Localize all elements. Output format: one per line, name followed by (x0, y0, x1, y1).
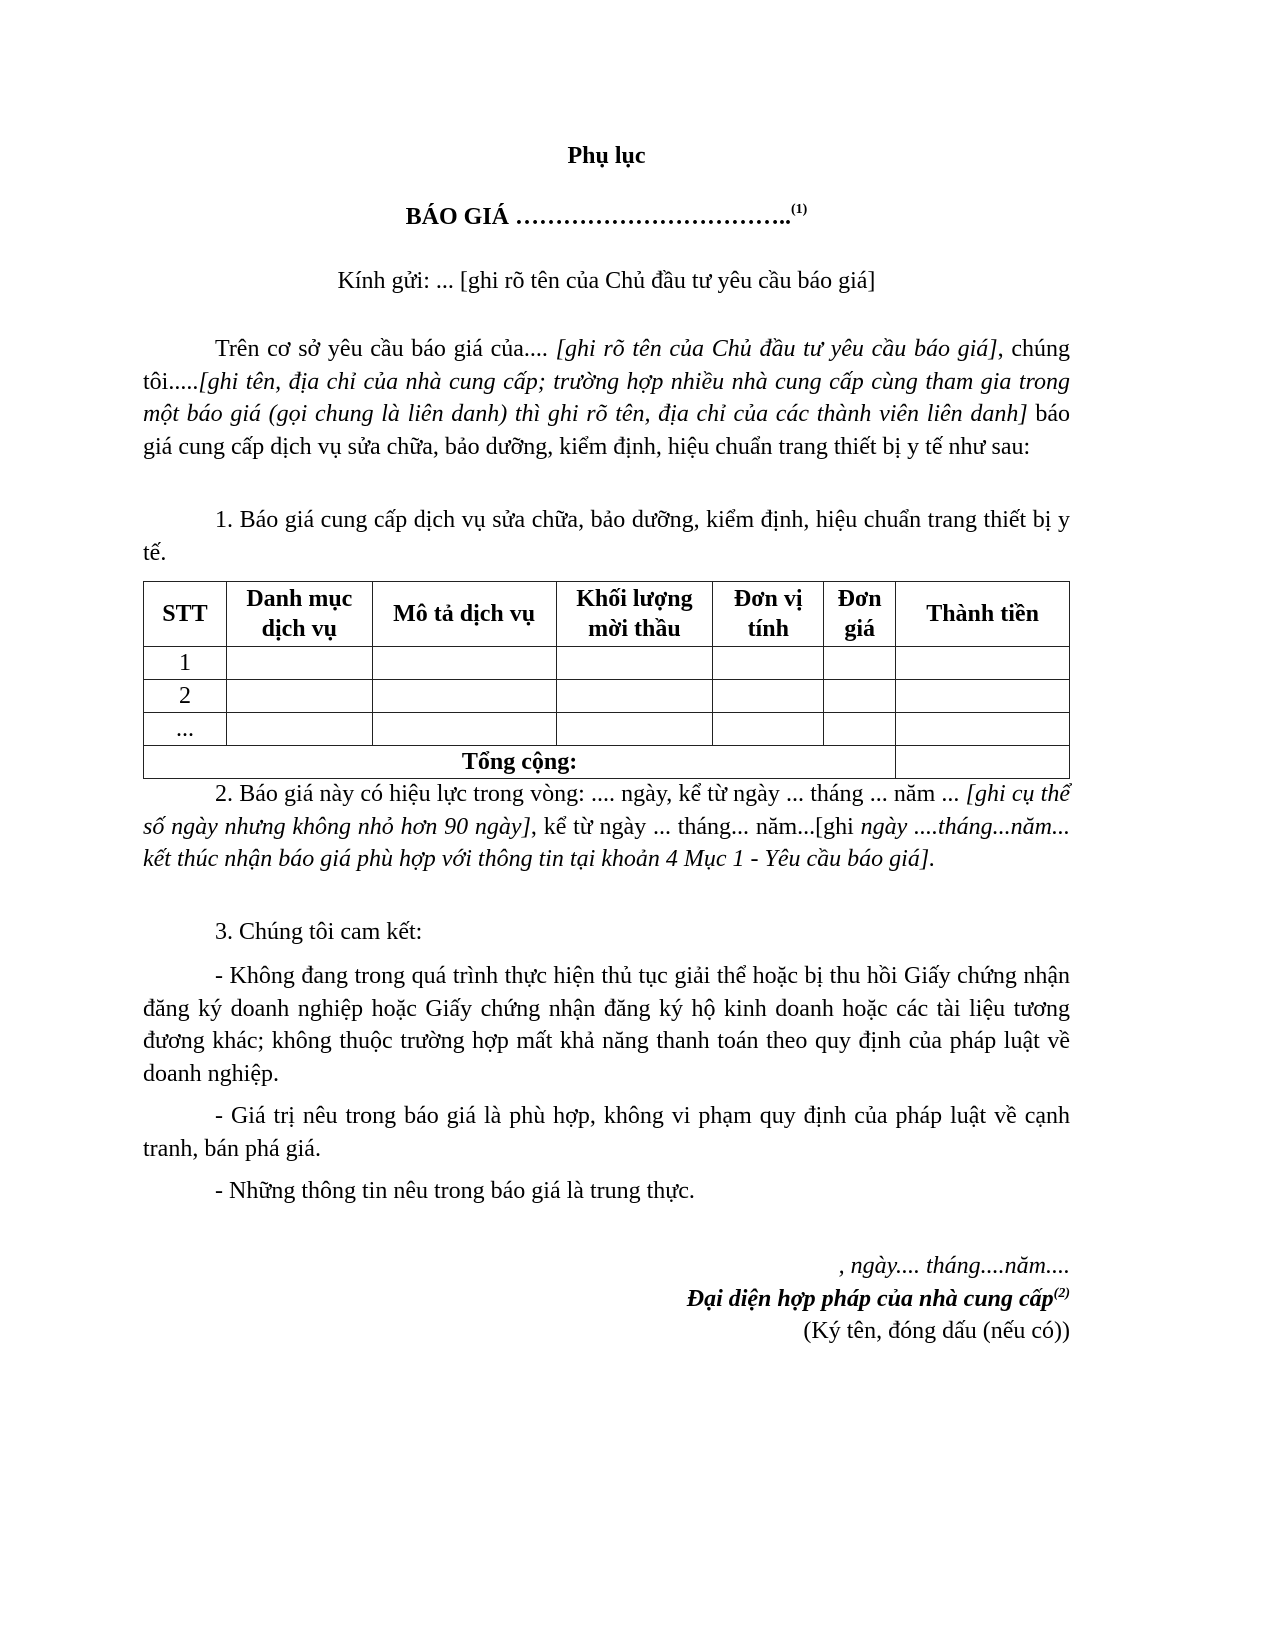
representative-text: Đại diện hợp pháp của nhà cung cấp (686, 1286, 1054, 1312)
cell-service-description (372, 713, 556, 746)
cell-service-description (372, 647, 556, 680)
footnote-marker-1: (1) (791, 202, 808, 217)
total-label: Tổng cộng: (144, 746, 896, 779)
section-2-text-2: [ghi cụ thể số ngày nhưng không nhỏ hơn 90 ngày] (143, 781, 1070, 840)
header-service-category: Danh mục dịch vụ (226, 582, 372, 647)
section-2-text-1: 2. Báo giá này có hiệu lực trong vòng: .... ngày, kể từ ngày ... tháng ... năm ... (215, 781, 966, 807)
section-2-paragraph (143, 778, 1070, 876)
intro-text-3: , chúng tôi..... (143, 336, 1070, 395)
cell-quantity (556, 713, 713, 746)
table-row (144, 647, 1070, 680)
quote-title-text: BÁO GIÁ …………………………….. (405, 204, 792, 230)
total-value (896, 746, 1070, 779)
header-quantity: Khối lượng mời thầu (556, 582, 713, 647)
section-2-text-3: , kể từ ngày ... tháng... năm...[ghi (530, 813, 861, 840)
header-unit-price: Đơn giá (824, 582, 896, 647)
signature-date-line: , ngày.... tháng....năm.... (838, 1253, 1070, 1279)
salutation: Kính gửi: ... [ghi rõ tên của Chủ đầu tư yêu cầu báo giá] (337, 268, 876, 294)
intro-paragraph (143, 333, 1070, 463)
cell-unit-price (824, 680, 896, 713)
header-service-description: Mô tả dịch vụ (372, 582, 556, 647)
section-2-text-4: ngày ....tháng...năm... kết thúc nhận báo giá phù hợp với thông tin tại khoản 4 Mục 1 - Yêu cầu báo giá]. (143, 813, 1070, 872)
intro-text-1: Trên cơ sở yêu cầu báo giá của.... (215, 336, 556, 362)
footnote-marker-2: (2) (1053, 1286, 1070, 1301)
section-3-heading: 3. Chúng tôi cam kết: (215, 919, 423, 945)
cell-service-category (226, 680, 372, 713)
cell-quantity (556, 680, 713, 713)
cell-service-category (226, 647, 372, 680)
header-unit: Đơn vị tính (713, 582, 824, 647)
cell-stt: 1 (144, 647, 227, 680)
table-row (144, 713, 1070, 746)
intro-text-5: báo giá cung cấp dịch vụ sửa chữa, bảo dưỡng, kiểm định, hiệu chuẩn trang thiết bị y tế như sau: (143, 401, 1070, 460)
cell-total-amount (896, 713, 1070, 746)
intro-text-2: [ghi rõ tên của Chủ đầu tư yêu cầu báo giá] (555, 336, 998, 362)
table-header-row (144, 582, 1070, 647)
cell-unit-price (824, 713, 896, 746)
cell-stt: ... (144, 713, 227, 746)
cell-unit (713, 680, 824, 713)
cell-service-description (372, 680, 556, 713)
signature-instruction: (Ký tên, đóng dấu (nếu có)) (803, 1318, 1070, 1344)
cell-quantity (556, 647, 713, 680)
cell-total-amount (896, 680, 1070, 713)
intro-text-4: [ghi tên, địa chỉ của nhà cung cấp; trường hợp nhiều nhà cung cấp cùng tham gia trong một báo giá (gọi chung là liên danh) thì ghi rõ tên, địa chỉ của các thành viên liên danh] (143, 368, 1070, 427)
cell-total-amount (896, 647, 1070, 680)
cell-unit (713, 713, 824, 746)
appendix-heading: Phụ lục (567, 143, 646, 169)
commitment-item: - Những thông tin nêu trong báo giá là trung thực. (215, 1178, 695, 1204)
table-row (144, 680, 1070, 713)
section-1-paragraph: 1. Báo giá cung cấp dịch vụ sửa chữa, bảo dưỡng, kiểm định, hiệu chuẩn trang thiết bị y tế. (143, 507, 1070, 566)
quote-title (143, 204, 1070, 231)
cell-stt: 2 (144, 680, 227, 713)
quote-table (143, 581, 1070, 779)
header-stt: STT (144, 582, 227, 647)
cell-unit-price (824, 647, 896, 680)
signature-representative (687, 1286, 1070, 1313)
commitment-item: - Không đang trong quá trình thực hiện thủ tục giải thể hoặc bị thu hồi Giấy chứng nhận đăng ký doanh nghiệp hoặc Giấy chứng nhận đăng ký hộ kinh doanh hoặc các tài liệu tương đương khác; không thuộc trường hợp mất khả năng thanh toán theo quy định của pháp luật về doanh nghiệp. (143, 963, 1070, 1087)
cell-unit (713, 647, 824, 680)
cell-service-category (226, 713, 372, 746)
header-total-amount: Thành tiền (896, 582, 1070, 647)
table-total-row (144, 746, 1070, 779)
commitment-item: - Giá trị nêu trong báo giá là phù hợp, không vi phạm quy định của pháp luật về cạnh tranh, bán phá giá. (143, 1103, 1070, 1162)
